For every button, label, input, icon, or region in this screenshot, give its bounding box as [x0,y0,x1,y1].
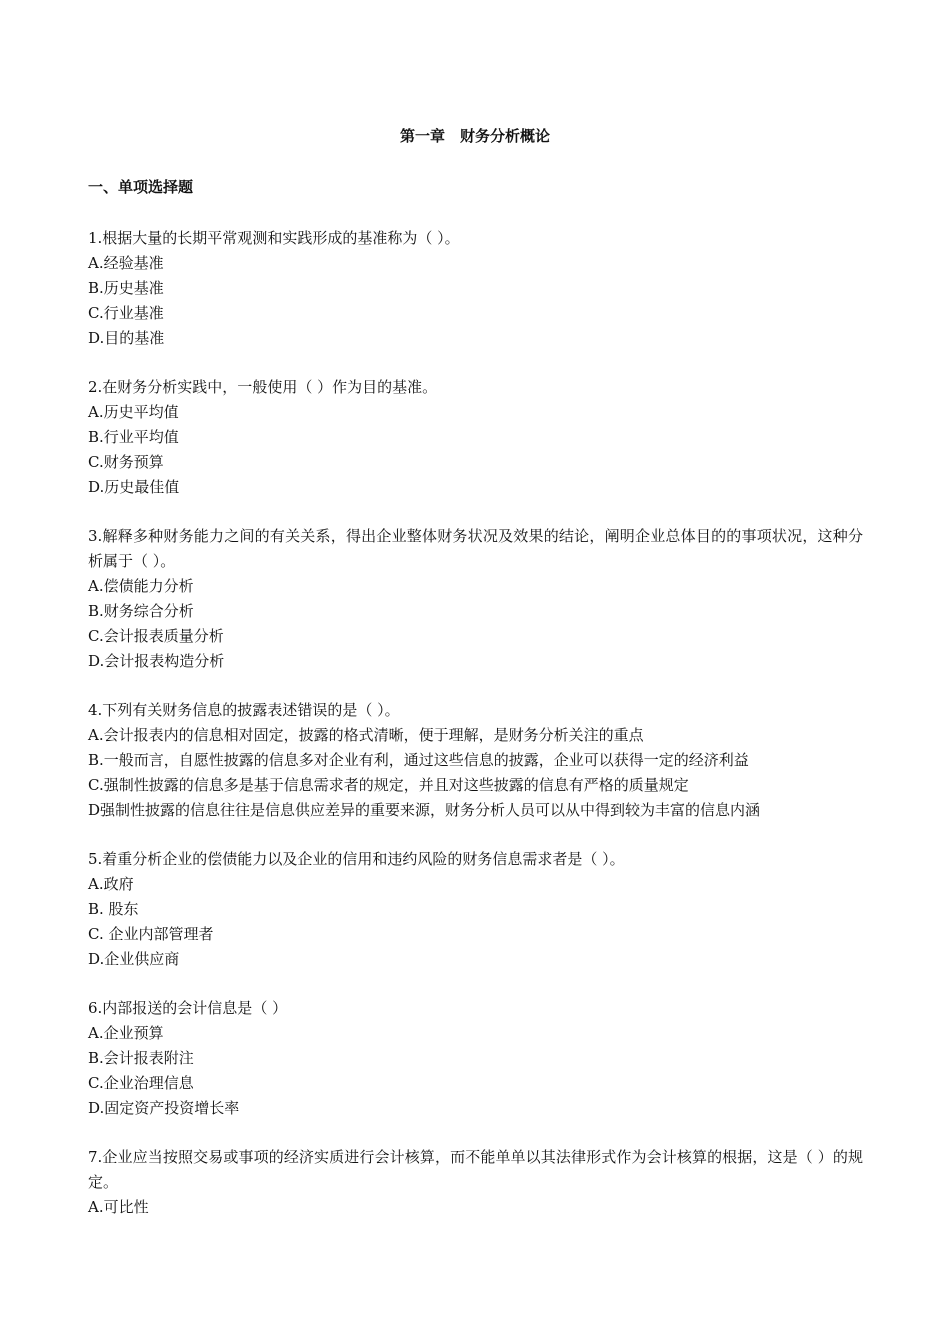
option-a: A.历史平均值 [88,403,179,421]
option-d: D强制性披露的信息往往是信息供应差异的重要来源，财务分析人员可以从中得到较为丰富的信息内涵 [88,801,761,819]
option-d: D.会计报表构造分析 [88,652,225,670]
chapter-title: 第一章 财务分析概论 [399,127,550,145]
question-4 [88,698,863,823]
option-a: A.可比性 [88,1198,149,1216]
question-6 [88,996,863,1121]
option-c: C. 企业内部管理者 [88,925,214,943]
section-title: 一、单项选择题 [88,178,194,196]
option-d: D.目的基准 [88,329,165,347]
option-d: D.企业供应商 [88,950,180,968]
option-b: B.会计报表附注 [88,1049,194,1067]
question-stem: 6.内部报送的会计信息是（ ） [88,999,288,1017]
option-b: B.财务综合分析 [88,602,194,620]
option-a: A.经验基准 [88,254,164,272]
question-1 [88,226,863,351]
question-stem: 5.着重分析企业的偿债能力以及企业的信用和违约风险的财务信息需求者是（ ）。 [88,850,625,868]
question-stem: 3.解释多种财务能力之间的有关关系，得出企业整体财务状况及效果的结论，阐明企业总体目的的事项状况，这种分析属于（ ）。 [88,527,863,570]
question-stem: 4.下列有关财务信息的披露表述错误的是（ ）。 [88,701,400,719]
question-stem: 2.在财务分析实践中，一般使用（ ）作为目的基准。 [88,378,438,396]
option-b: B.历史基准 [88,279,164,297]
option-c: C.强制性披露的信息多是基于信息需求者的规定，并且对这些披露的信息有严格的质量规定 [88,776,689,794]
option-d: D.历史最佳值 [88,478,180,496]
option-c: C.行业基准 [88,304,164,322]
question-stem: 1.根据大量的长期平常观测和实践形成的基准称为（ ）。 [88,229,460,247]
option-a: A.政府 [88,875,134,893]
question-3 [88,524,863,674]
option-c: C.会计报表质量分析 [88,627,224,645]
option-a: A.偿债能力分析 [88,577,194,595]
option-a: A.企业预算 [88,1024,164,1042]
question-list [88,226,863,1244]
option-b: B. 股东 [88,900,139,918]
option-b: B.行业平均值 [88,428,179,446]
question-stem: 7.企业应当按照交易或事项的经济实质进行会计核算，而不能单单以其法律形式作为会计核算的根据，这是（ ）的规定。 [88,1148,863,1191]
question-5 [88,847,863,972]
question-2 [88,375,863,500]
option-d: D.固定资产投资增长率 [88,1099,240,1117]
option-a: A.会计报表内的信息相对固定，披露的格式清晰，便于理解，是财务分析关注的重点 [88,726,644,744]
option-c: C.企业治理信息 [88,1074,194,1092]
option-b: B.一般而言，自愿性披露的信息多对企业有利，通过这些信息的披露，企业可以获得一定的经济利益 [88,751,749,769]
option-c: C.财务预算 [88,453,164,471]
question-7 [88,1145,863,1220]
